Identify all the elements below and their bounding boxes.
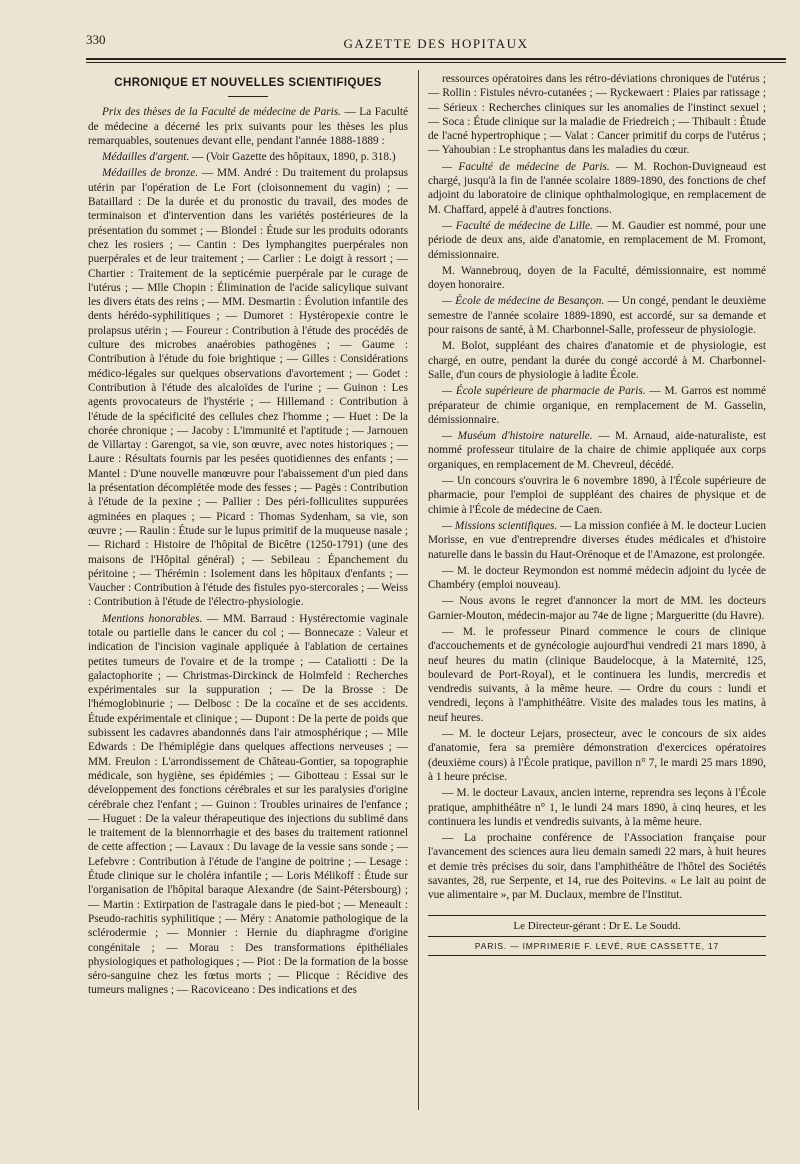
right-column bbox=[428, 72, 766, 956]
paragraph-text: — (Voir Gazette des hôpitaux, 1890, p. 318.) bbox=[189, 151, 396, 164]
page-header bbox=[86, 28, 786, 56]
paragraph-lead: Mentions honorables. bbox=[102, 612, 203, 625]
paragraph-lead: — École de médecine de Besançon. bbox=[442, 295, 605, 308]
paragraph-lead: — École supérieure de pharmacie de Paris. bbox=[442, 385, 646, 398]
article-paragraph bbox=[428, 429, 766, 472]
article-paragraph bbox=[428, 519, 766, 562]
journal-title: GAZETTE DES HOPITAUX bbox=[343, 36, 529, 51]
paragraph-text: — Un concours s'ouvrira le 6 novembre 1890, à l'École supérieure de pharmacie, pour l'emploi de suppléant des chaires de physique et de chimie à l'École de médecine de Caen. bbox=[428, 475, 766, 516]
paragraph-lead: — Missions scientifiques. bbox=[442, 519, 558, 532]
paragraph-text: M. Bolot, suppléant des chaires d'anatomie et de physiologie, est chargé, en outre, pendant la durée du congé accordé à M. Charbonnel-Salle, d'un cours de physiologie à ladite École. bbox=[428, 340, 766, 381]
column-divider bbox=[418, 70, 419, 1110]
paragraph-text: M. Wannebrouq, doyen de la Faculté, démissionnaire, est nommé doyen honoraire. bbox=[428, 264, 766, 292]
paragraph-lead: Médailles d'argent. bbox=[102, 151, 190, 164]
paragraph-lead: Prix des thèses de la Faculté de médecine de Paris. bbox=[102, 106, 341, 119]
signature: Le Directeur-gérant : Dr E. Le Soudd. bbox=[428, 915, 766, 933]
paragraph-text: — MM. André : Du traitement du prolapsus utérin par l'opération de Le Fort (cloisonnement du vagin) ; — Bataillard : De la durée et du pronostic du travail, des modes de terminaison et d'intervention dans les variétés postérieures de la présentation du sommet ; — Blondel : Étude sur les produits odorants chez les rosiers ; — Cantin : Des lymphangites puerpérales non puerpérales et de leur traitement ; — Carlier : Le doigt à ressort ; — Chartier : Traitement de la septicémie puerpérale par le curage de l'utérus ; — Mlle Chopin : Élimination de l'acide salicylique suivant les divers états des reins ; — MM. Desmartin : Évolution infantile des dents hérédo-syphilitiques ; — Dumoret : Hystéropexie contre le prolapsus utérin ; — Foureur : Contribution à l'étude des procédés de culture des microbes anaérobies pathogènes ; — Gaume : Contribution à l'étude du foie brightique ; — Gilles : Considérations médico-légales sur quelques observations d'avortement ; — Godet : Contribution à l'étude des alcaloïdes de l'urine ; — Guinon : Les agents provocateurs de l'hystérie ; — Hillemand : Contribution à l'étude de la spécificité des cellules chez l'homme ; — Huet : De la chorée chronique ; — Jacoby : L'immunité et l'aptitude ; — Jarnouen de Villartay : Garengot, sa vie, son œuvre, avec notes historiques ; — Laure : Résultats fournis par les pesées quotidiennes des enfants ; — Mantel : D'une nouvelle manœuvre pour l'abaissement d'un pied dans la présentation décomplétée mode des fesses ; — Pagès : Contribution à l'étude de la pexine ; — Pallier : Des péri-folliculites suppurées agminées en plaques ; — Picard : Thomas Sydenham, sa vie, son œuvre ; — Raulin : Étude sur le lupus primitif de la muqueuse nasale ; — Richard : Histoire de l'hôpital de Bicêtre (1250-1791) (une des maisons de l'Hôpital général) ; — Sebileau : Épanchement du péritoine ; — Thérémin : Isolement dans les hôpitaux d'enfants ; — Vaucher : Contribution à l'étude des fistules pyo-stercorales ; — Weiss : Contribution à l'étude de l'électro-physiologie. bbox=[88, 167, 408, 609]
header-rule-thin bbox=[86, 62, 786, 63]
article-paragraph bbox=[428, 72, 766, 158]
printer-line: PARIS. — IMPRIMERIE F. LEVÉ, RUE CASSETTE, 17 bbox=[428, 936, 766, 956]
article-paragraph bbox=[428, 219, 766, 262]
paragraph-text: — La prochaine conférence de l'Association française pour l'avancement des sciences aura lieu demain samedi 22 mars, à huit heures et demie très précises du soir, dans l'amphithéâtre de l'hôtel des Sociétés savantes, 28, rue Serpente, et 14, rue des Poitevins. « Le lait au point de vue alimentaire », par M. Duclaux, membre de l'Institut. bbox=[428, 832, 766, 902]
article-paragraph bbox=[88, 150, 408, 164]
paragraph-text: — Nous avons le regret d'annoncer la mort de MM. les docteurs Garnier-Mouton, médecin-major au 74e de ligne ; Margueritte (du Havre). bbox=[428, 595, 766, 622]
paragraph-lead: — Muséum d'histoire naturelle. bbox=[442, 430, 593, 443]
paragraph-text: — MM. Barraud : Hystérectomie vaginale totale ou partielle dans le cancer du col ; — Bonnecaze : Valeur et indication de l'incision vaginale appliquée à l'ablation de certaines petites tumeurs de l'ovaire et de la trompe ; — Cataliotti : De la galactophorite ; — Christmas-Dirckinck de Holmfeld : Recherches expérimentales sur la suppuration ; — De la Brosse : De l'hémoglobinurie ; — Delbosc : De la cocaïne et de ses accidents. Étude expérimentale et clinique ; — Dupont : De la perte de poids que subissent les cadavres abandonnés dans l'air atmosphérique ; — Mlle Edwards : De l'hémiplégie dans quelques affections nerveuses ; — MM. Freulon : L'arrondissement de Château-Gontier, sa topographie médicale, son hygiène, ses épidémies ; — Gibotteau : Essai sur le développement des fonctions cérébrales et sur les paralysies d'origine cérébrale chez l'enfant ; — Guinon : Troubles urinaires de l'enfance ; — Huguet : De la valeur thérapeutique des injections du sublimé dans le traitement de la blennorrhagie et des bases du traitement rationnel de cette affection ; — Lavaux : Du lavage de la vessie sans sonde ; — Lefebvre : Contribution à l'étude de l'angine de poitrine ; — Lesage : Étude clinique sur le choléra infantile ; — Loris Mélikoff : Étude sur l'organisation de l'hôpital baraque Alexandre (de Saint-Pétersbourg) ; — Martin : Extirpation de l'astragale dans le pied-bot ; — Meneault : Pseudo-rachitis syphilitique ; — Méry : Anatomie pathologique de la sclérodermie ; — Monnier : Hernie du diaphragme d'origine congénitale ; — Morau : Des transformations épithéliales physiologiques et pathologiques ; — Piot : De la formation de la bosse séro-sanguine chez les fœtus morts ; — Plicque : Récidive des tumeurs malignes ; — Racoviceano : Des indications et des bbox=[88, 612, 408, 997]
paragraph-text: — M. le docteur Lejars, prosecteur, avec le concours de six aides d'anatomie, fera sa première démonstration d'exercices opératoires (deuxième cours) à l'École pratique, pavillon n° 7, le mardi 25 mars 1890, à 1 heure précise. bbox=[428, 728, 766, 783]
article-paragraph bbox=[428, 727, 766, 784]
paragraph-text: ressources opératoires dans les rétro-déviations chroniques de l'utérus ; — Rollin : Fistules névro-cutanées ; — Ryckewaert : Plaies par ratissage ; — Sérieux : Recherches cliniques sur les anomalies de l'instinct sexuel ; — Soca : Étude clinique sur la maladie de Friedreich ; — Thibault : Étude de l'acné hypertrophique ; — Valat : Cancer primitif du corps de l'utérus ; — Yahoubian : Le strophantus dans les maladies du cœur. bbox=[428, 73, 766, 157]
paragraph-lead: Médailles de bronze. bbox=[102, 167, 199, 180]
article-paragraph bbox=[88, 612, 408, 998]
article-paragraph bbox=[428, 625, 766, 725]
article-paragraph bbox=[428, 384, 766, 427]
section-title: CHRONIQUE ET NOUVELLES SCIENTIFIQUES bbox=[114, 77, 382, 89]
paragraph-text: — Un congé, pendant le deuxième semestre de l'année scolaire 1889-1890, est accordé, sur sa demande et pour raisons de santé, à M. Charbonnel-Salle, professeur de physiologie. bbox=[428, 295, 766, 337]
title-rule bbox=[228, 96, 268, 97]
page-number: 330 bbox=[86, 32, 106, 47]
header-rule bbox=[86, 58, 786, 60]
paragraph-text: — La mission confiée à M. le docteur Lucien Morisse, en vue d'entreprendre diverses études médicales et d'histoire naturelle dans le bassin du Haut-Orénoque et de l'Amazone, est prolongée. bbox=[428, 519, 766, 561]
article-paragraph bbox=[428, 594, 766, 623]
article-paragraph bbox=[428, 474, 766, 517]
article-paragraph bbox=[428, 564, 766, 593]
article-paragraph bbox=[428, 264, 766, 293]
right-paragraphs bbox=[428, 72, 766, 903]
article-paragraph bbox=[428, 160, 766, 217]
paragraph-text: — M. Gaudier est nommé, pour une période de deux ans, aide d'anatomie, en remplacement de M. Fromont, démissionnaire. bbox=[428, 219, 766, 261]
paragraph-text: — M. le professeur Pinard commence le cours de clinique d'accouchements et de gynécologie aujourd'hui vendredi 21 mars 1890, à neuf heures du matin (clinique Baudelocque, à la Maternité, 125, boulevard de Port-Royal), et le continuera les lundis, mercredis et vendredis suivants, à la même heure. — Ordre du cours : lundi et vendredi, leçons à l'amphithéâtre. Visite des malades tous les matins, à neuf heures. bbox=[428, 625, 766, 724]
left-paragraphs bbox=[88, 105, 408, 997]
paragraph-text: — M. le docteur Lavaux, ancien interne, reprendra ses leçons à l'École pratique, amphithéâtre n° 1, le lundi 24 mars 1890, à cinq heures, et les continuera les lundis et vendredis suivants, à la même heure. bbox=[428, 787, 766, 828]
article-paragraph bbox=[428, 339, 766, 382]
paragraph-text: — M. Garros est nommé préparateur de chimie organique, en remplacement de M. Gasselin, démissionnaire. bbox=[428, 385, 767, 426]
article-paragraph bbox=[428, 294, 766, 337]
article-paragraph bbox=[428, 786, 766, 829]
paragraph-text: — M. le docteur Reymondon est nommé médecin adjoint du lycée de Chambéry (emploi nouveau). bbox=[428, 564, 766, 592]
paragraph-text: — M. Arnaud, aide-naturaliste, est nommé professeur titulaire de la chaire de chimie appliquée aux corps organiques, en remplacement de M. Chevreul, décédé. bbox=[428, 430, 766, 471]
paragraph-lead: — Faculté de médecine de Paris. bbox=[442, 160, 610, 173]
article-paragraph bbox=[88, 166, 408, 609]
left-column bbox=[88, 72, 408, 1000]
article-paragraph bbox=[88, 105, 408, 148]
paragraph-text: — La Faculté de médecine a décerné les prix suivants pour les thèses les plus remarquables, soutenues devant elle, pendant l'année 1888-1889 : bbox=[88, 106, 408, 147]
paragraph-text: — M. Rochon-Duvigneaud est chargé, jusqu'à la fin de l'année scolaire 1889-1890, des fonctions de chef adjoint du laboratoire de clinique ophthalmologique, en remplacement de M. Chaffard, appelé à d'autres fonctions. bbox=[428, 160, 767, 216]
article-paragraph bbox=[428, 831, 766, 902]
paragraph-lead: — Faculté de médecine de Lille. bbox=[442, 219, 593, 232]
